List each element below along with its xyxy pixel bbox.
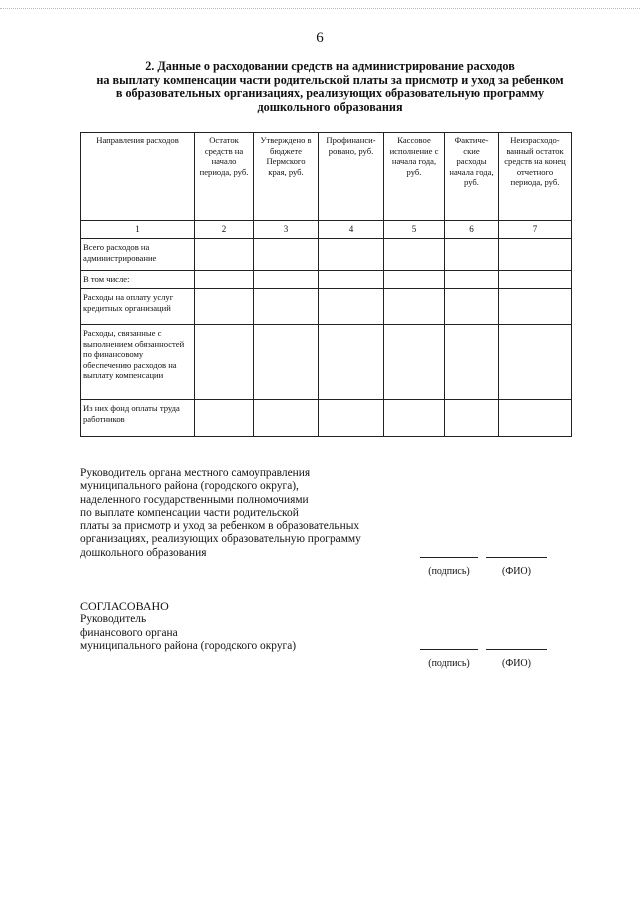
header-cell-actual-expenses: Фактиче-ские расходы начала года, руб. xyxy=(445,133,499,221)
empty-cell xyxy=(384,325,445,400)
signer-line: муниципального района (городского округа), xyxy=(80,480,299,493)
column-number: 2 xyxy=(195,221,254,239)
empty-cell xyxy=(254,400,319,437)
row-label: Из них фонд оплаты труда работников xyxy=(81,400,195,437)
empty-cell xyxy=(254,239,319,271)
agreed-line: финансового органа xyxy=(80,626,178,639)
column-number: 3 xyxy=(254,221,319,239)
header-row xyxy=(81,133,572,221)
name-caption: (ФИО) xyxy=(501,566,531,577)
empty-cell xyxy=(445,271,499,289)
empty-cell xyxy=(319,400,384,437)
empty-cell xyxy=(254,271,319,289)
header-cell-opening-balance: Остаток средств на начало периода, руб. xyxy=(195,133,254,221)
empty-cell xyxy=(499,400,572,437)
empty-cell xyxy=(319,325,384,400)
signer-line: платы за присмотр и уход за ребенком в образовательных xyxy=(80,520,360,533)
empty-cell xyxy=(384,400,445,437)
signer-line: наделенного государственными полномочиями xyxy=(80,493,309,506)
empty-cell xyxy=(445,289,499,325)
scan-header-edge xyxy=(0,0,640,9)
empty-cell xyxy=(445,400,499,437)
name-line[interactable] xyxy=(486,557,547,558)
name-line[interactable] xyxy=(486,649,547,650)
row-label: Расходы на оплату услуг кредитных организаций xyxy=(81,289,195,325)
column-number: 7 xyxy=(499,221,572,239)
empty-cell xyxy=(254,325,319,400)
signer-block xyxy=(80,467,380,560)
column-number-row xyxy=(81,221,572,239)
agreed-heading: СОГЛАСОВАНО xyxy=(80,599,169,613)
header-cell-closing-balance: Неизрасходо-ванный остаток средств на конец отчетного периода, руб. xyxy=(499,133,572,221)
signature-line[interactable] xyxy=(420,649,478,650)
header-cell-directions: Направления расходов xyxy=(81,133,195,221)
signature-caption: (подпись) xyxy=(428,566,470,577)
empty-cell xyxy=(195,271,254,289)
table-row xyxy=(81,239,572,271)
title-line: на выплату компенсации части родительской платы за присмотр и уход за ребенком xyxy=(96,72,564,87)
empty-cell xyxy=(195,325,254,400)
empty-cell xyxy=(499,325,572,400)
agreed-block xyxy=(80,600,380,653)
empty-cell xyxy=(384,289,445,325)
empty-cell xyxy=(384,239,445,271)
table-row xyxy=(81,289,572,325)
table-row xyxy=(81,271,572,289)
signer-line: дошкольного образования xyxy=(80,546,207,559)
header-cell-financed: Профинанси-ровано, руб. xyxy=(319,133,384,221)
title-line: дошкольного образования xyxy=(257,99,403,114)
table-row xyxy=(81,400,572,437)
title-line: 2. Данные о расходовании средств на администрирование расходов xyxy=(145,59,515,73)
column-number: 5 xyxy=(384,221,445,239)
page-number: 6 xyxy=(316,30,324,46)
empty-cell xyxy=(195,400,254,437)
empty-cell xyxy=(445,239,499,271)
agreed-line: муниципального района (городского округа) xyxy=(80,639,297,652)
column-number: 1 xyxy=(81,221,195,239)
agreed-line: Руководитель xyxy=(80,613,147,626)
title-line: в образовательных организациях, реализующих образовательную программу xyxy=(115,86,545,101)
empty-cell xyxy=(195,289,254,325)
empty-cell xyxy=(499,271,572,289)
row-label: В том числе: xyxy=(81,271,195,289)
empty-cell xyxy=(319,289,384,325)
row-label: Расходы, связанные с выполнением обязанностей по финансовому обеспечению расходов на выплату компенсации xyxy=(81,325,195,400)
empty-cell xyxy=(195,239,254,271)
empty-cell xyxy=(254,289,319,325)
signature-line[interactable] xyxy=(420,557,478,558)
empty-cell xyxy=(499,289,572,325)
signer-line: по выплате компенсации части родительской xyxy=(80,506,299,519)
empty-cell xyxy=(445,325,499,400)
expenditure-table xyxy=(80,132,572,437)
empty-cell xyxy=(319,271,384,289)
signer-line: организациях, реализующих образовательную программу xyxy=(80,533,361,546)
row-label: Всего расходов на администрирование xyxy=(81,239,195,271)
header-cell-approved-budget: Утверждено в бюджете Пермского края, руб. xyxy=(254,133,319,221)
column-number: 6 xyxy=(445,221,499,239)
table-row xyxy=(81,325,572,400)
column-number: 4 xyxy=(319,221,384,239)
signature-caption: (подпись) xyxy=(428,658,470,669)
empty-cell xyxy=(319,239,384,271)
signer-line: Руководитель органа местного самоуправления xyxy=(80,467,311,479)
section-title xyxy=(60,60,600,114)
name-caption: (ФИО) xyxy=(501,658,531,669)
empty-cell xyxy=(499,239,572,271)
header-cell-cash-execution: Кассовое исполнение с начала года, руб. xyxy=(384,133,445,221)
empty-cell xyxy=(384,271,445,289)
